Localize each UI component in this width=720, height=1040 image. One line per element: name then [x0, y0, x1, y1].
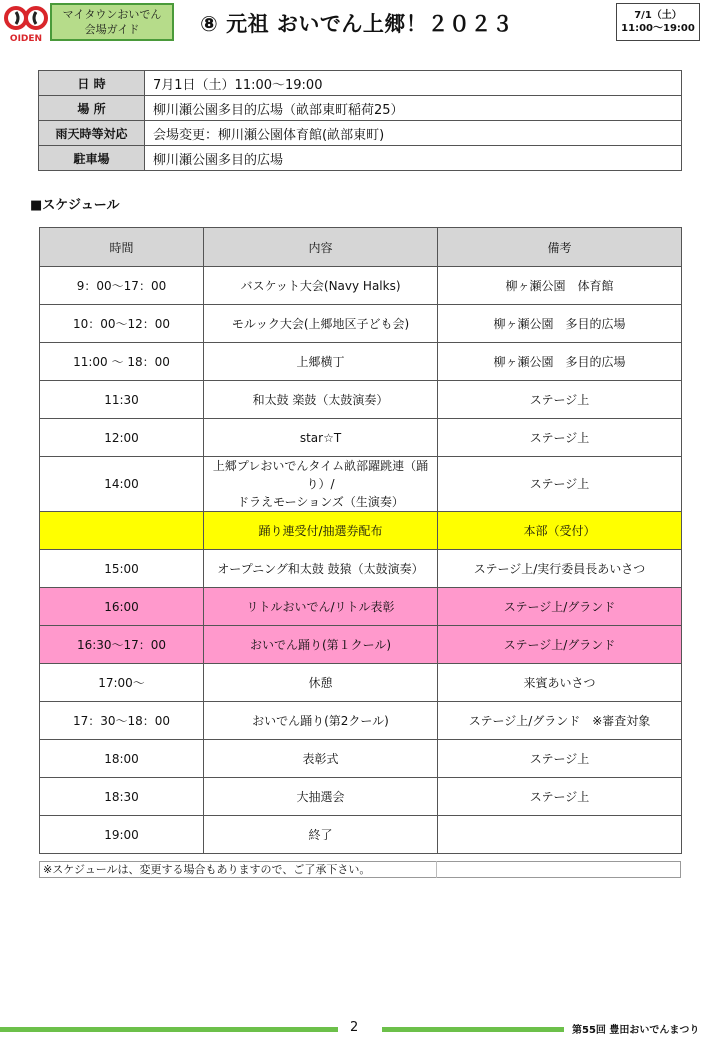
schedule-content: リトルおいでん/リトル表彰 — [204, 588, 438, 626]
oiden-logo — [4, 4, 48, 44]
schedule-time: 14:00 — [40, 457, 204, 512]
schedule-notes: 柳ヶ瀬公園 体育館 — [438, 267, 682, 305]
schedule-notes: ステージ上 — [438, 740, 682, 778]
table-row — [40, 381, 682, 419]
schedule-notes: 本部（受付） — [438, 512, 682, 550]
event-date: 7/1（土） — [634, 10, 682, 21]
info-row-venue — [39, 96, 682, 121]
schedule-time: 17:00～ — [40, 664, 204, 702]
table-row — [40, 550, 682, 588]
schedule-content: バスケット大会(Navy Halks) — [204, 267, 438, 305]
schedule-content-line2: ドラえモーションズ（生演奏） — [237, 495, 404, 509]
table-row — [40, 343, 682, 381]
info-label: 雨天時等対応 — [39, 121, 145, 146]
page-title: ⑧ 元祖 おいでん上郷！２０２３ — [200, 12, 514, 36]
table-row — [40, 740, 682, 778]
table-row — [40, 778, 682, 816]
schedule-content: モルック大会(上郷地区子ども会) — [204, 305, 438, 343]
schedule-content: オープニング和太鼓 鼓猿（太鼓演奏） — [204, 550, 438, 588]
schedule-notes: ステージ上/実行委員長あいさつ — [438, 550, 682, 588]
schedule-notes — [438, 816, 682, 854]
info-value: 会場変更：柳川瀬公園体育館(畝部東町) — [145, 121, 682, 146]
schedule-notes: ステージ上/グランド — [438, 588, 682, 626]
schedule-time: 19:00 — [40, 816, 204, 854]
table-row — [40, 664, 682, 702]
info-label: 日 時 — [39, 71, 145, 96]
schedule-time: 10：00～12：00 — [40, 305, 204, 343]
schedule-notes: ステージ上 — [438, 381, 682, 419]
table-row — [40, 305, 682, 343]
footer-bar-right — [382, 1027, 564, 1032]
column-header-content: 内容 — [204, 228, 438, 267]
schedule-time: 12:00 — [40, 419, 204, 457]
event-info-table — [38, 70, 682, 171]
table-row — [40, 702, 682, 740]
page-number: 2 — [350, 1020, 359, 1035]
info-row-parking — [39, 146, 682, 171]
schedule-time: 9：00～17：00 — [40, 267, 204, 305]
schedule-time: 15:00 — [40, 550, 204, 588]
event-date-box — [616, 3, 700, 41]
guide-label-line1: マイタウンおいでん — [62, 8, 162, 21]
schedule-content: 上郷横丁 — [204, 343, 438, 381]
column-header-time: 時間 — [40, 228, 204, 267]
schedule-notes: ステージ上/グランド ※審査対象 — [438, 702, 682, 740]
schedule-time: 18:00 — [40, 740, 204, 778]
schedule-time: 17：30～18：00 — [40, 702, 204, 740]
schedule-notes: 柳ヶ瀬公園 多目的広場 — [438, 305, 682, 343]
schedule-time: 11:30 — [40, 381, 204, 419]
info-value: 柳川瀬公園多目的広場（畝部東町稲荷25） — [145, 96, 682, 121]
schedule-notes: ステージ上/グランド — [438, 626, 682, 664]
table-row — [40, 267, 682, 305]
schedule-notes: ステージ上 — [438, 457, 682, 512]
schedule-content — [204, 457, 438, 512]
schedule-time: 16:00 — [40, 588, 204, 626]
schedule-content-line1: 上郷プレおいでんタイム畝部躍跳連（踊り）/ — [212, 459, 429, 491]
schedule-time — [40, 512, 204, 550]
info-label: 場 所 — [39, 96, 145, 121]
footer-bar-left — [0, 1027, 338, 1032]
note-divider — [436, 861, 437, 878]
schedule-content: おいでん踊り(第１クール) — [204, 626, 438, 664]
schedule-content: 和太鼓 楽鼓（太鼓演奏） — [204, 381, 438, 419]
festival-name: 第55回 豊田おいでんまつり — [572, 1025, 700, 1036]
schedule-change-note: ※スケジュールは、変更する場合もありますので、ご了承下さい。 — [39, 861, 681, 878]
schedule-heading: ■スケジュール — [30, 198, 120, 213]
table-row — [40, 457, 682, 512]
schedule-table — [39, 227, 682, 854]
column-header-notes: 備考 — [438, 228, 682, 267]
guide-label-line2: 会場ガイド — [84, 23, 140, 36]
info-row-datetime — [39, 71, 682, 96]
schedule-notes: ステージ上 — [438, 419, 682, 457]
table-row — [40, 419, 682, 457]
schedule-time: 18:30 — [40, 778, 204, 816]
schedule-content: 休憩 — [204, 664, 438, 702]
event-hours: 11:00～19:00 — [621, 23, 695, 34]
svg-text:OIDEN: OIDEN — [9, 34, 43, 44]
info-value: 柳川瀬公園多目的広場 — [145, 146, 682, 171]
table-row-highlight — [40, 626, 682, 664]
schedule-notes: 柳ヶ瀬公園 多目的広場 — [438, 343, 682, 381]
table-row — [40, 816, 682, 854]
schedule-notes: ステージ上 — [438, 778, 682, 816]
schedule-content: 大抽選会 — [204, 778, 438, 816]
schedule-content: 終了 — [204, 816, 438, 854]
info-row-rain-plan — [39, 121, 682, 146]
schedule-time: 11:00 ～ 18：00 — [40, 343, 204, 381]
table-row-highlight — [40, 588, 682, 626]
venue-guide-label — [50, 3, 174, 41]
table-row-highlight — [40, 512, 682, 550]
schedule-header-row — [40, 228, 682, 267]
schedule-content: star☆T — [204, 419, 438, 457]
schedule-content: 踊り連受付/抽選券配布 — [204, 512, 438, 550]
info-label: 駐車場 — [39, 146, 145, 171]
info-value: 7月1日（土）11:00～19:00 — [145, 71, 682, 96]
schedule-time: 16:30～17：00 — [40, 626, 204, 664]
schedule-notes: 来賓あいさつ — [438, 664, 682, 702]
schedule-content: おいでん踊り(第2クール) — [204, 702, 438, 740]
schedule-content: 表彰式 — [204, 740, 438, 778]
